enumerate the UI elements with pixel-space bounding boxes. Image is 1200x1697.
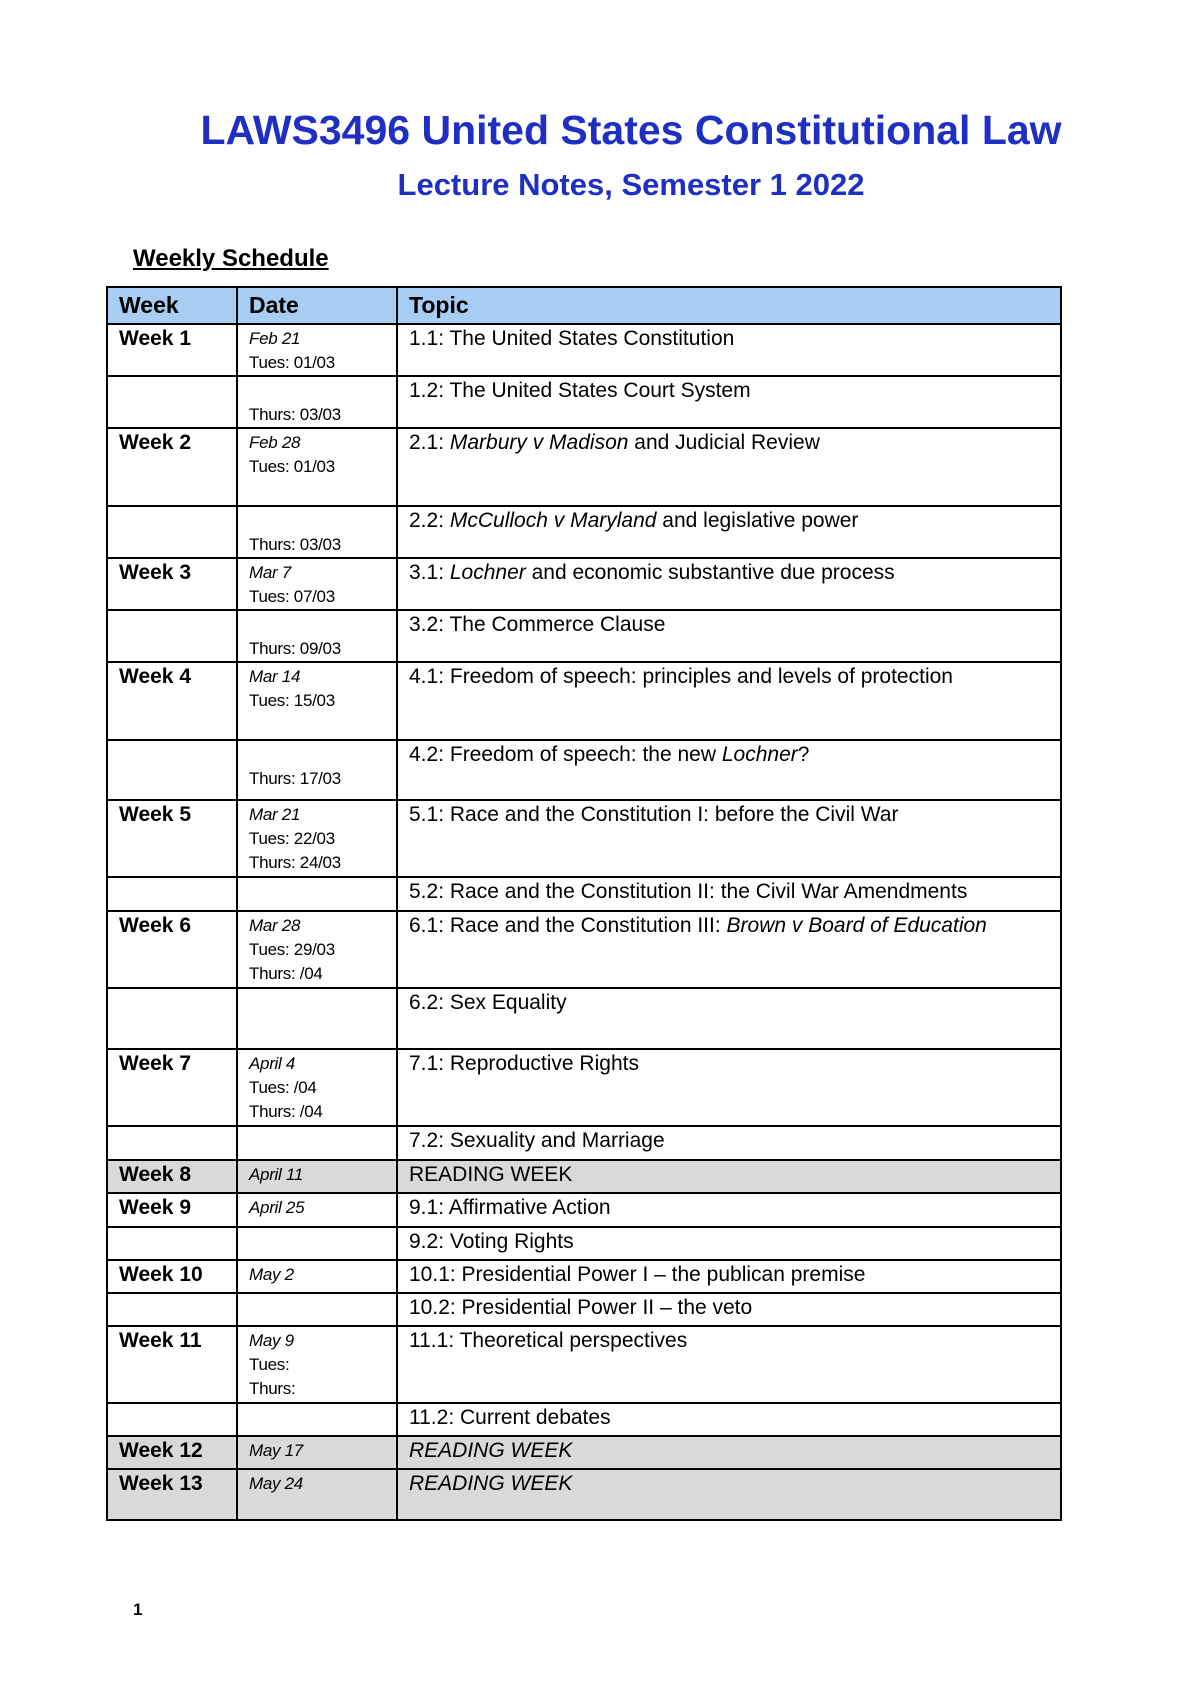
topic-text: 5.1: Race and the Constitution I: before the Civil War — [409, 803, 899, 826]
week-cell: Week 10 — [107, 1260, 237, 1293]
date-session: Thurs: /04 — [249, 964, 323, 983]
topic-text-italic: Lochner — [721, 743, 798, 766]
page-number: 1 — [133, 1600, 143, 1619]
topic-text: and economic substantive due process — [525, 561, 895, 584]
topic-text: 7.1: Reproductive Rights — [409, 1052, 639, 1075]
table-row — [107, 1160, 1061, 1193]
date-week-start: May 2 — [249, 1265, 294, 1284]
date-session: Thurs: 17/03 — [249, 769, 341, 788]
topic-cell — [397, 911, 1061, 988]
date-cell — [237, 877, 397, 911]
date-week-start — [249, 1406, 386, 1430]
document-subtitle: Lecture Notes, Semester 1 2022 — [397, 167, 865, 202]
date-week-start: May 17 — [249, 1441, 303, 1460]
topic-cell — [397, 1227, 1061, 1260]
topic-text-italic: Marbury v Madison — [449, 431, 629, 454]
topic-cell — [397, 800, 1061, 877]
table-row — [107, 988, 1061, 1049]
date-session: Tues: 22/03 — [249, 829, 335, 848]
topic-text-italic: Brown v Board of Education — [726, 914, 987, 937]
date-cell — [237, 662, 397, 740]
date-cell — [237, 1293, 397, 1326]
column-header-topic: Topic — [397, 287, 1061, 324]
topic-text: 1.1: The United States Constitution — [409, 327, 735, 350]
date-cell — [237, 610, 397, 662]
topic-cell — [397, 506, 1061, 558]
week-cell: Week 11 — [107, 1326, 237, 1403]
date-week-start — [249, 1296, 386, 1320]
topic-text: 9.1: Affirmative Action — [409, 1196, 611, 1219]
date-cell — [237, 740, 397, 800]
topic-text-italic: McCulloch v Maryland — [449, 509, 657, 532]
topic-text-italic: READING WEEK — [409, 1439, 573, 1462]
topic-text: 3.1: — [409, 561, 450, 584]
topic-cell — [397, 324, 1061, 376]
week-cell: Week 1 — [107, 324, 237, 376]
date-cell — [237, 376, 397, 428]
date-cell — [237, 1436, 397, 1469]
date-cell — [237, 1260, 397, 1293]
date-session: Tues: 07/03 — [249, 587, 335, 606]
topic-text: 11.1: Theoretical perspectives — [409, 1329, 688, 1352]
date-cell — [237, 1326, 397, 1403]
table-row — [107, 1403, 1061, 1436]
topic-text: 5.2: Race and the Constitution II: the Civil War Amendments — [409, 880, 968, 903]
table-row — [107, 558, 1061, 610]
date-session: Tues: — [249, 1355, 290, 1374]
date-cell — [237, 1193, 397, 1227]
date-week-start — [249, 880, 386, 904]
topic-text: 11.2: Current debates — [409, 1406, 611, 1429]
date-session: Thurs: 03/03 — [249, 535, 341, 554]
date-week-start: Mar 21 — [249, 805, 301, 824]
week-cell — [107, 877, 237, 911]
topic-cell — [397, 988, 1061, 1049]
topic-text: 4.1: Freedom of speech: principles and levels of protection — [409, 665, 953, 688]
topic-text: and legislative power — [656, 509, 859, 532]
week-cell — [107, 506, 237, 558]
week-cell — [107, 740, 237, 800]
date-session: Tues: 15/03 — [249, 691, 335, 710]
table-row — [107, 662, 1061, 740]
date-week-start: April 11 — [249, 1165, 303, 1184]
date-session: Thurs: 09/03 — [249, 639, 341, 658]
week-cell — [107, 988, 237, 1049]
table-row — [107, 1126, 1061, 1160]
week-cell: Week 3 — [107, 558, 237, 610]
date-cell — [237, 506, 397, 558]
topic-text: 6.2: Sex Equality — [409, 991, 567, 1014]
topic-text: 10.1: Presidential Power I – the publican premise — [409, 1263, 866, 1286]
week-cell: Week 4 — [107, 662, 237, 740]
week-cell: Week 6 — [107, 911, 237, 988]
table-body — [107, 324, 1061, 1520]
table-row — [107, 1193, 1061, 1227]
week-cell: Week 2 — [107, 428, 237, 506]
week-cell — [107, 376, 237, 428]
date-cell — [237, 911, 397, 988]
week-cell — [107, 1227, 237, 1260]
topic-text: ? — [797, 743, 810, 766]
date-cell — [237, 1126, 397, 1160]
table-row — [107, 506, 1061, 558]
date-cell — [237, 1227, 397, 1260]
weekly-schedule-table — [106, 286, 1062, 1521]
week-cell: Week 7 — [107, 1049, 237, 1126]
date-cell — [237, 1403, 397, 1436]
table-row — [107, 610, 1061, 662]
topic-cell — [397, 1326, 1061, 1403]
topic-cell — [397, 1049, 1061, 1126]
topic-cell — [397, 1403, 1061, 1436]
topic-text: 1.2: The United States Court System — [409, 379, 751, 402]
date-session: Thurs: 03/03 — [249, 405, 341, 424]
topic-text-italic: Lochner — [449, 561, 526, 584]
week-cell — [107, 610, 237, 662]
table-row — [107, 1293, 1061, 1326]
date-week-start: Feb 28 — [249, 433, 301, 452]
table-row — [107, 800, 1061, 877]
topic-text: 6.1: Race and the Constitution III: — [409, 914, 727, 937]
topic-cell — [397, 428, 1061, 506]
date-cell — [237, 558, 397, 610]
date-week-start — [249, 991, 386, 1015]
date-session: Tues: /04 — [249, 1078, 317, 1097]
column-header-date: Date — [237, 287, 397, 324]
week-cell: Week 8 — [107, 1160, 237, 1193]
topic-cell — [397, 1436, 1061, 1469]
topic-cell — [397, 610, 1061, 662]
table-row — [107, 376, 1061, 428]
topic-cell — [397, 376, 1061, 428]
table-row — [107, 324, 1061, 376]
table-row — [107, 1469, 1061, 1520]
date-cell — [237, 324, 397, 376]
date-week-start — [249, 1230, 386, 1254]
topic-cell — [397, 877, 1061, 911]
topic-text: 2.2: — [409, 509, 450, 532]
topic-cell — [397, 558, 1061, 610]
date-week-start: April 4 — [249, 1054, 296, 1073]
document-title: LAWS3496 United States Constitutional Law — [200, 107, 1062, 153]
topic-text: 10.2: Presidential Power II – the veto — [409, 1296, 753, 1319]
topic-cell — [397, 1160, 1061, 1193]
date-week-start: Mar 14 — [249, 667, 301, 686]
table-row — [107, 877, 1061, 911]
topic-cell — [397, 740, 1061, 800]
date-cell — [237, 988, 397, 1049]
date-session: Tues: 29/03 — [249, 940, 335, 959]
section-heading: Weekly Schedule — [133, 245, 329, 272]
topic-text: READING WEEK — [409, 1163, 573, 1186]
column-header-week: Week — [107, 287, 237, 324]
week-cell: Week 5 — [107, 800, 237, 877]
table-row — [107, 740, 1061, 800]
topic-cell — [397, 1126, 1061, 1160]
date-session: Thurs: — [249, 1379, 296, 1398]
week-cell: Week 12 — [107, 1436, 237, 1469]
date-week-start — [249, 379, 386, 403]
date-week-start — [249, 743, 386, 767]
table-row — [107, 1049, 1061, 1126]
date-session: Thurs: 24/03 — [249, 853, 341, 872]
date-session: Tues: 01/03 — [249, 457, 335, 476]
date-cell — [237, 800, 397, 877]
date-week-start: Mar 28 — [249, 916, 301, 935]
table-row — [107, 1227, 1061, 1260]
topic-cell — [397, 1469, 1061, 1520]
week-cell — [107, 1293, 237, 1326]
topic-text: and Judicial Review — [628, 431, 820, 454]
topic-text: 2.1: — [409, 431, 450, 454]
topic-text-italic: READING WEEK — [409, 1472, 573, 1495]
topic-cell — [397, 1293, 1061, 1326]
table-row — [107, 1436, 1061, 1469]
date-session: Tues: 01/03 — [249, 353, 335, 372]
week-cell: Week 9 — [107, 1193, 237, 1227]
date-week-start: April 25 — [249, 1198, 305, 1217]
date-week-start: Mar 7 — [249, 563, 291, 582]
topic-text: 9.2: Voting Rights — [409, 1230, 574, 1253]
date-week-start — [249, 1129, 386, 1153]
date-cell — [237, 1160, 397, 1193]
table-row — [107, 428, 1061, 506]
date-session: Thurs: /04 — [249, 1102, 323, 1121]
date-week-start: May 24 — [249, 1474, 303, 1493]
topic-text: 7.2: Sexuality and Marriage — [409, 1129, 665, 1152]
topic-text: 4.2: Freedom of speech: the new — [409, 743, 722, 766]
topic-cell — [397, 1193, 1061, 1227]
table-header-row — [107, 287, 1061, 324]
topic-text: 3.2: The Commerce Clause — [409, 613, 666, 636]
date-cell — [237, 1049, 397, 1126]
date-week-start: Feb 21 — [249, 329, 301, 348]
week-cell — [107, 1403, 237, 1436]
topic-cell — [397, 662, 1061, 740]
table-row — [107, 1260, 1061, 1293]
week-cell: Week 13 — [107, 1469, 237, 1520]
date-cell — [237, 1469, 397, 1520]
date-week-start — [249, 613, 386, 637]
topic-cell — [397, 1260, 1061, 1293]
date-cell — [237, 428, 397, 506]
week-cell — [107, 1126, 237, 1160]
table-row — [107, 1326, 1061, 1403]
date-week-start: May 9 — [249, 1331, 294, 1350]
table-row — [107, 911, 1061, 988]
date-week-start — [249, 509, 386, 533]
